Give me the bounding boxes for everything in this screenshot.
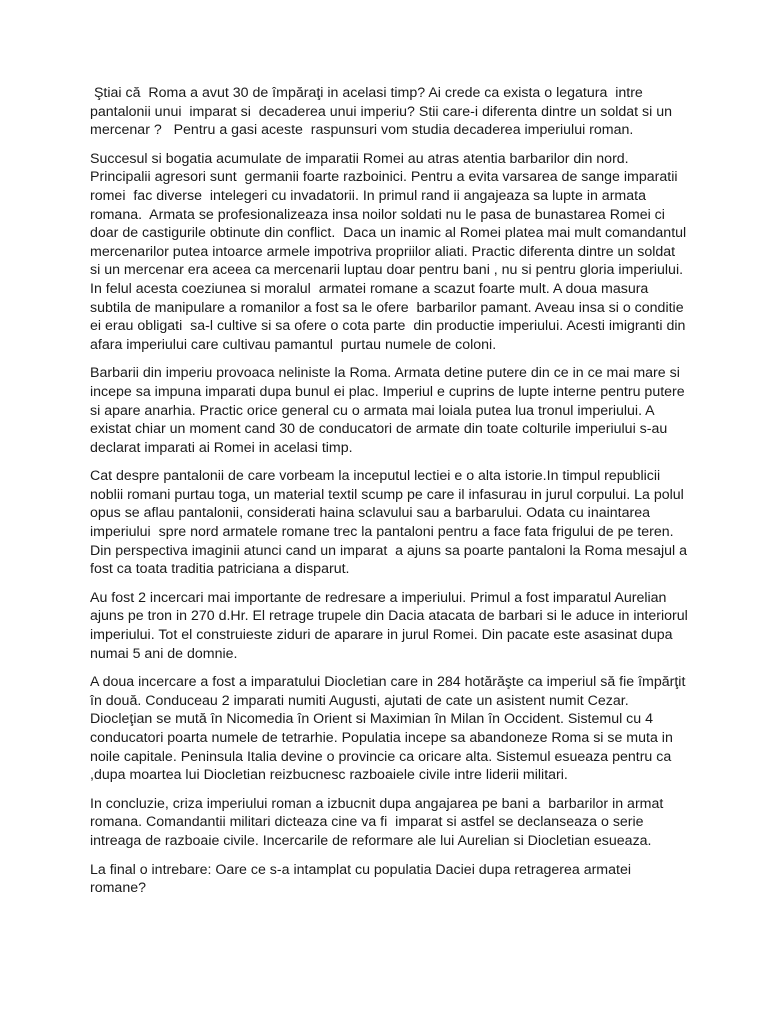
- paragraph-aurelian: Au fost 2 incercari mai importante de redresare a imperiului. Primul a fost imparatul Aurelian ajuns pe tron in 270 d.Hr. El retrage trupele din Dacia atacata de barbari si le aduce in interiorul imperiului. Tot el construieste ziduri de aparare in jurul Romei. Din pacate este asasinat dupa numai 5 ani de domnie.: [90, 589, 692, 662]
- paragraph-diocletian: A doua incercare a fost a imparatului Diocletian care in 284 hotărăşte ca imperiul să fie împărţit în două. Conduceau 2 imparati numiti Augusti, ajutati de cate un asistent numit Cezar. Diocleţian se mută în Nicomedia în Orient si Maximian în Milan în Occident. Sistemul cu 4 conducatori poarta numele de tetrarhie. Populatia incepe sa abandoneze Roma si se muta in noile capitale. Peninsula Italia devine o provincie ca oricare alta. Sistemul esueaza pentru ca ,dupa moartea lui Diocletian reizbucnesc razboaiele civile intre liderii militari.: [90, 674, 690, 784]
- paragraph-trousers: Cat despre pantalonii de care vorbeam la inceputul lectiei e o alta istorie.In timpul republicii noblii romani purtau toga, un material textil scump pe care il infasurau in jurul corpului. La polul opus se aflau pantalonii, considerati haina sclavului sau a barbarului. Odata cu inaintarea imperiului spre nord armatele romane trec la pantaloni pentru a face fata frigului de pe teren. Din perspectiva imaginii atunci cand un imparat a ajuns sa poarte pantaloni la Roma mesajul a fost ca toata traditia patriciana a disparut.: [90, 468, 691, 578]
- paragraph-conclusion: In concluzie, criza imperiului roman a izbucnit dupa angajarea pe bani a barbarilor in armat romana. Comandantii militari dicteaza cine va fi imparat si astfel se declanseaza o serie intreaga de razboaie civile. Incercarile de reformare ale lui Aurelian si Diocletian esueaza.: [90, 795, 668, 849]
- paragraph-final-question: La final o intrebare: Oare ce s-a intamplat cu populatia Daciei dupa retragerea armatei romane?: [90, 861, 635, 897]
- paragraph-anarchy: Barbarii din imperiu provoaca neliniste la Roma. Armata detine putere din ce in ce mai mare si incepe sa impuna imparati dupa bunul ei plac. Imperiul e cuprins de lupte interne pentru putere si apare anarhia. Practic orice general cu o armata mai loiala putea lua tronul imperiului. A existat chiar un moment cand 30 de conducatori de armate din toate colturile imperiului s-au declarat imparati ai Romei in acelasi timp.: [90, 365, 689, 456]
- paragraph-barbarians-mercenaries: Succesul si bogatia acumulate de imparatii Romei au atras atentia barbarilor din nord. Principalii agresori sunt germanii foarte razboinici. Pentru a evita varsarea de sange imparatii romei fac diverse intelegeri cu invadatorii. In primul rand ii angajeaza sa lupte in armata romana. Armata se profesionalizeaza insa noilor soldati nu le pasa de bunastarea Romei ci doar de castigurile obtinute din conflict. Daca un inamic al Romei platea mai mult comandantul mercenarilor putea intoarce armele impotriva propriilor aliati. Practic diferenta dintre un soldat si un mercenar era aceea ca mercenarii luptau doar pentru bani , nu si pentru gloria imperiului. In felul acesta coeziunea si moralul armatei romane a scazut foarte mult. A doua masura subtila de manipulare a romanilor a fost sa le ofere barbarilor pamant. Aveau insa si o conditie ei erau obligati sa-l cultive si sa ofere o cota parte din productie imperiului. Acesti imigranti din afara imperiului care cultivau pamantul purtau numele de coloni.: [90, 150, 695, 353]
- paragraph-intro: Ştiai că Roma a avut 30 de împăraţi in acelasi timp? Ai crede ca exista o legatura intre pantalonii unui imparat si decaderea unui imperiu? Stii care-i diferenta dintre un soldat si un mercenar ? Pentru a gasi aceste raspunsuri vom studia decaderea imperiului roman.: [90, 85, 676, 139]
- document-page: [90, 84, 695, 908]
